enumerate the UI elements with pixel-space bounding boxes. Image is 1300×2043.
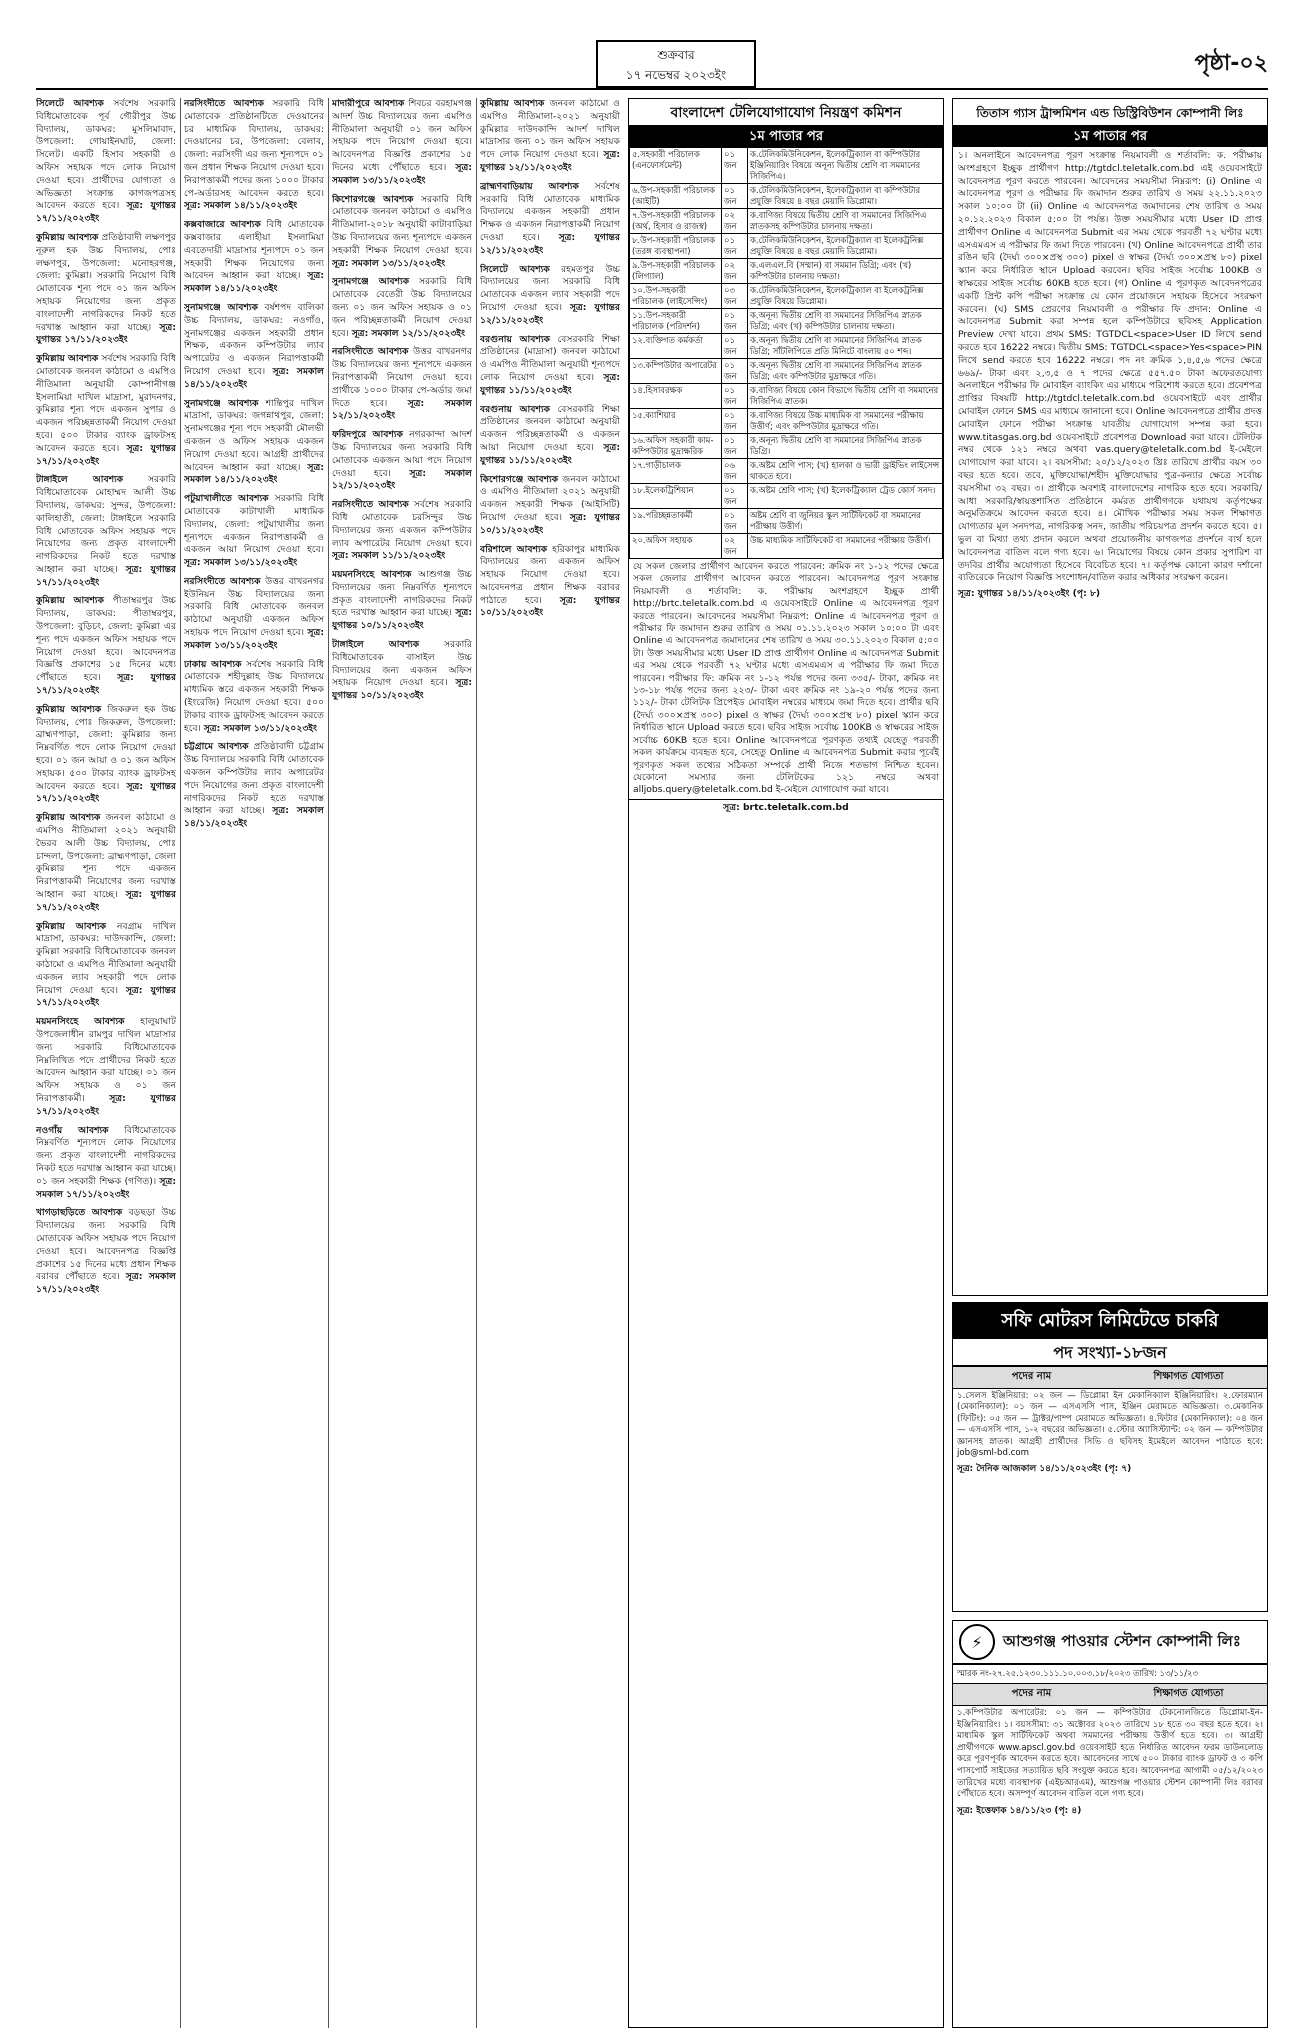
job-ad-text: জনবল কাঠামো ও এমপিও নীতিমালা ২০২১ অনুযায়ী একজন সহকারী শিক্ষক (আইসিটি) নিয়োগ দেওয়া হবে। bbox=[480, 473, 620, 523]
job-ad bbox=[184, 659, 324, 736]
table-cell: ক.অনূন্য দ্বিতীয় শ্রেণি বা সমমানের সিজিপিএ স্নাতক ডিগ্রি; এবং (খ) কম্পিউটার চালনায় দক্ষতা। bbox=[748, 309, 943, 334]
job-ad-source: সূত্র: সমকাল ১৪/১১/২০২৩ইং bbox=[184, 461, 324, 486]
job-ad bbox=[36, 595, 176, 697]
job-ad bbox=[36, 704, 176, 806]
job-ad-source: সূত্র: যুগান্তর ১০/১১/২০২৩ইং bbox=[332, 677, 472, 702]
job-ad-source: সূত্র: যুগান্তর ১১/১১/২০২৩ইং bbox=[480, 441, 620, 466]
table-cell: উচ্চ মাধ্যমিক সার্টিফিকেট বা সমমানের পরীক্ষায় উত্তীর্ণ। bbox=[748, 534, 943, 559]
table-cell: ক.বাণিজ্য বিষয়ে উচ্চ মাধ্যমিক বা সমমানের পরীক্ষায় উত্তীর্ণ; এবং কম্পিউটার মুদ্রাক্ষরে গতি। bbox=[748, 409, 943, 434]
job-ad-heading: সুনামগঞ্জে আবশ্যক bbox=[184, 301, 258, 313]
table-cell: ক.অষ্টম শ্রেণি পাস; (খ) ইলেকট্রিক্যাল ট্রেড কোর্স সনদ। bbox=[748, 484, 943, 509]
job-ad-source: সূত্র: যুগান্তর ১৭/১১/২০২৩ইং bbox=[36, 780, 176, 805]
table-cell: ক.বাণিজ্য বিষয়ে দ্বিতীয় শ্রেণি বা সমমানের সিজিপিএ স্নাতকসহ কম্পিউটার চালনায় দক্ষতা। bbox=[748, 209, 943, 234]
job-ad-heading: সিলেটে আবশ্যক bbox=[36, 98, 104, 109]
job-ad-heading: কিশোরগঞ্জে আবশ্যক bbox=[332, 193, 414, 205]
job-ad-text: পীতাম্বরপুর উচ্চ বিদ্যালয়, ডাকঘর: পীতাম্বরপুর, উপজেলা: বুড়িচং, জেলা: কুমিল্লা এর শূন্য পদে একজন অফিস সহায়ক পদে নিয়োগ দেওয়া হবে। আবেদনপত্র বিজ্ঞপ্তি প্রকাশের ১৫ দিনের মধ্যে পৌঁছাতে হবে। bbox=[36, 595, 176, 684]
table-cell: ৭.উপ-সহকারী পরিচালক (অর্থ, হিসাব ও রাজস্ব) bbox=[630, 209, 722, 234]
job-ad-source: সূত্র: সমকাল ১৩/১১/২০২৩ইং bbox=[332, 257, 446, 269]
job-ad-heading: সিলেটে আবশ্যক bbox=[480, 263, 550, 275]
table-cell: ক.টেলিকমিউনিকেশন, ইলেকট্রিক্যাল বা কম্পিউটার প্রযুক্তি বিষয়ে ৪ বছর মেয়াদি ডিপ্লোমা। bbox=[748, 184, 943, 209]
job-ad bbox=[332, 569, 472, 633]
column-3 bbox=[332, 98, 472, 2028]
job-ad-heading: টাঙ্গাইলে আবশ্যক bbox=[332, 639, 420, 651]
titas-ad bbox=[952, 98, 1268, 1296]
table-cell: ০২ জন bbox=[722, 534, 748, 559]
job-ad-heading: বরগুনায় আবশ্যক bbox=[480, 333, 551, 345]
column-1 bbox=[36, 98, 176, 2028]
job-ad-heading: কুমিল্লায় আবশ্যক bbox=[36, 231, 99, 243]
job-ad bbox=[480, 474, 620, 538]
table-cell: ১০.উপ-সহকারী পরিচালক (লাইসেন্সিং) bbox=[630, 284, 722, 309]
job-ad bbox=[184, 398, 324, 488]
job-ad-text: সর্বশেষ সরকারি বিধি মোতাবেক জনবল কাঠামো ও এমপিও নীতিমালা অনুযায়ী কোম্পানীগঞ্জ ইসলামিয়া দাখিল মাদ্রাসা, মুরাদনগর, কুমিল্লার শূন্য পদে একজন সুপার ও একজন পরিচ্ছন্নতাকর্মী নিয়োগ দেওয়া হবে। ৫০০ টাকার ব্যাংক ড্রাফটসহ আবেদন করতে হবে। bbox=[36, 353, 176, 454]
job-ad-heading: নরসিংদীতে আবশ্যক bbox=[332, 499, 409, 511]
column-divider bbox=[180, 98, 181, 2028]
job-ad-source: সূত্র: সমকাল ১৩/১১/২০২৩ইং bbox=[184, 557, 298, 569]
table-cell: ০৩ জন bbox=[722, 284, 748, 309]
safi-body: ১.সেলস ইঞ্জিনিয়ার: ০২ জন — ডিপ্লোমা ইন মেকানিক্যাল ইঞ্জিনিয়ারিং। ২.ফোরম্যান (মেকানিক্যাল): ০১ জন — এসএসসি পাস, ইঞ্জিন মেরামতে অভিজ্ঞতা। ৩.মেকানিক (ফিটিং): ০৫ জন — ট্রাক্টর/পাম্প মেরামতে অভিজ্ঞতা। ৪.ফিটার (মেকানিক্যাল): ০৪ জন — এসএসসি পাস, ১-২ বছরের অভিজ্ঞতা। ৫.স্টোর অ্যাসিস্ট্যান্ট: ০২ জন — কম্পিউটার জ্ঞানসহ স্নাতক। আগ্রহী প্রার্থীদের সিভি ও ছবিসহ ইমেইলে আবেদন পাঠাতে হবে: job@sml-bd.com bbox=[957, 1391, 1263, 1459]
job-ad-text: বিধি মোতাবেক কক্সবাজার এলাহীয়া ইসলামিয়া এবতেদায়ী মাদ্রাসার শূন্যপদে ০১ জন সহকারী শিক্ষক নিয়োগের জন্য আবেদন আহ্বান করা যাচ্ছে। bbox=[184, 219, 324, 282]
apscl-col-post: পদের নাম bbox=[1011, 1688, 1052, 1699]
table-cell: ০১ জন bbox=[722, 434, 748, 459]
table-cell: ২০.অফিস সহায়ক bbox=[630, 534, 722, 559]
page-header bbox=[36, 40, 1268, 90]
job-ad-heading: মাদারীপুরে আবশ্যক bbox=[332, 98, 405, 109]
table-row bbox=[630, 459, 943, 484]
job-ad-text: সর্বশেষ সরকারি বিধিমোতাবেক পূর্ব গৌরীপুর উচ্চ বিদ্যালয়, ডাকঘর: মুসলিমাবাদ, উপজেলা: গোয়াইনঘাট, জেলা: সিলেট। একটি হিসাব সহকারী ও অফিস সহায়ক পদে লোক নিয়োগ দেওয়া হবে। প্রার্থীদের যোগ্যতা ও অভিজ্ঞতা সংক্রান্ত কাগজপত্রসহ আবেদন করতে হবে। bbox=[36, 98, 176, 212]
job-ad-heading: টাঙ্গাইলে আবশ্যক bbox=[36, 474, 124, 486]
job-ad-text: বড়ছড়া উচ্চ বিদ্যালয়ের জন্য সরকারি বিধি মোতাবেক অফিস সহায়ক পদে নিয়োগ দেওয়া হবে। আবেদনপত্র বিজ্ঞপ্তি প্রকাশের ১৫ দিনের মধ্যে প্রধান শিক্ষক বরাবর পৌঁছাতে হবে। bbox=[36, 1207, 176, 1283]
job-ad-text: নবগ্রাম দাখিল মাদ্রাসা, ডাকঘর: দাউদকান্দি, জেলা: কুমিল্লা সরকারি বিধিমোতাবেক জনবল কাঠামো ও এমপিও নীতিমালা অনুযায়ী একজন ল্যাব সহকারী পদে লোক নিয়োগ দেওয়া হবে। bbox=[36, 920, 176, 996]
date-box bbox=[596, 40, 756, 88]
titas-body: ১। অনলাইনে আবেদনপত্র পূরণ সংক্রান্ত নিয়মাবলী ও শর্তাবলি: ক. পরীক্ষায় অংশগ্রহণে ইচ্ছুক প্রার্থীগণ http://tgtdcl.teletalk.com.bd এই ওয়েবসাইটে আবেদনপত্র পূরণ করতে পারবেন। আবেদনের সময়সীমা নিম্নরূপ: (i) Online এ আবেদনপত্র পূরণ ও পরীক্ষার ফি জমাদান শুরুর তারিখ ও সময় ২২.১১.২০২৩ সকাল ১০:০০ টা (ii) Online এ আবেদনপত্র জমাদানের শেষ তারিখ ও সময় ২০.১২.২০২৩ বিকাল ৫:০০ টা পর্যন্ত। উক্ত সময়সীমার মধ্যে User ID প্রাপ্ত প্রার্থীগণ Online এ আবেদনপত্র Submit এর সময় থেকে পরবর্তী ৭২ ঘণ্টার মধ্যে এসএমএস এ পরীক্ষার ফি জমা দিতে পারবেন। (খ) Online আবেদনপত্রে প্রার্থী তার রঙিন ছবি (দৈর্ঘ্য ৩০০×প্রস্থ ৩০০) pixel ও স্বাক্ষর (দৈর্ঘ্য ৩০০×প্রস্থ ৮০) pixel স্ক্যান করে নির্ধারিত স্থানে Upload করবেন। ছবির সাইজ সর্বোচ্চ 100KB ও স্বাক্ষরের সাইজ সর্বোচ্চ 60KB হতে হবে। (গ) Online এ পূরণকৃত আবেদনপত্রের একটি প্রিন্ট কপি পরীক্ষা সংক্রান্ত যে কোন প্রয়োজনে সহায়ক হিসেবে সংরক্ষণ করবেন। (ঘ) SMS প্রেরণের নিয়মাবলী ও পরীক্ষার ফি প্রদান: Online এ আবেদনপত্র Submit করা সম্পন্ন হলে কম্পিউটারে ছবিসহ Application Preview দেখা যাবে। প্রথম SMS: TGTDCL<space>User ID লিখে send করতে হবে 16222 নম্বরে। দ্বিতীয় SMS: TGTDCL<space>Yes<space>PIN লিখে send করতে হবে 16222 নম্বরে। পদ নং ক্রমিক ১,৪,৫,৬ পদের ক্ষেত্রে ৬৬৯/- টাকা এবং ২,৩,৫ ও ৭ পদের ক্ষেত্রে ৫৫৭.৫০ টাকা অফেরতযোগ্য অনলাইনে পরীক্ষার ফি মোবাইল ব্যাংকিং এর মাধ্যমে পরিশোধ করতে হবে। প্রবেশপত্র প্রাপ্তির বিষয়টি http://tgtdcl.teletalk.com.bd ওয়েবসাইটে এবং প্রার্থীর মোবাইল ফোনে SMS এর মাধ্যমে জানানো হবে। Online আবেদনপত্রে প্রার্থীর প্রদত্ত মোবাইল ফোনে পরীক্ষা সংক্রান্ত যাবতীয় যোগাযোগ সম্পন্ন করা হবে। www.titasgas.org.bd ওয়েবসাইটে প্রবেশপত্র Download করা যাবে। টেলিটক নম্বর থেকে ১২১ নম্বরে অথবা vas.query@teletalk.com.bd ই-মেইলে যোগাযোগ করা যাবে। ২। বয়সসীমা: ২০/১২/২০২৩ খ্রিঃ তারিখে প্রার্থীর বয়স ৩০ বছর হতে হবে। তবে, মুক্তিযোদ্ধা/শহীদ মুক্তিযোদ্ধার পুত্র-কন্যার ক্ষেত্রে সর্বোচ্চ বয়সসীমা ৩২ বছর। ৩। প্রার্থীকে অবশ্যই বাংলাদেশের নাগরিক হতে হবে। সরকারি/আধা সরকারি/স্বায়ত্তশাসিত প্রতিষ্ঠানে কর্মরত প্রার্থীগণকে যথাযথ কর্তৃপক্ষের অনুমতিক্রমে আবেদন করতে হবে। ৪। মৌখিক পরীক্ষার সময় সকল শিক্ষাগত যোগ্যতার মূল সনদপত্র, নাগরিকত্ব সনদ, জাতীয় পরিচয়পত্র প্রদর্শন করতে হবে। ৫। ভুল বা মিথ্যা তথ্য প্রদান করলে অথবা প্রয়োজনীয় কাগজপত্র প্রদর্শনে ব্যর্থ হলে আবেদনপত্র বাতিল বলে গণ্য হবে। ৬। নিয়োগের বিষয়ে কোন প্রকার সুপারিশ বা তদবির প্রার্থীর অযোগ্যতা হিসেবে বিবেচিত হবে। ৭। কর্তৃপক্ষ কোনো কারণ দর্শানো ব্যতিরেকে নিয়োগ বিজ্ঞপ্তি সংশোধন/বাতিল করার অধিকার সংরক্ষণ করেন। bbox=[958, 150, 1262, 584]
btrc-subtitle: ১ম পাতার পর bbox=[629, 127, 943, 147]
job-ad-heading: ব্রাহ্মণবাড়িয়ায় আবশ্যক bbox=[480, 180, 579, 192]
table-row bbox=[630, 334, 943, 359]
table-cell: অষ্টম শ্রেণি বা জুনিয়র স্কুল সার্টিফিকেট বা সমমানের পরীক্ষায় উত্তীর্ণ। bbox=[748, 509, 943, 534]
job-ad-source: সূত্র: সমকাল ১৩/১১/২০২৩ইং bbox=[332, 161, 472, 186]
table-cell: ১৭.গাড়ীচালক bbox=[630, 459, 722, 484]
job-ad bbox=[36, 1125, 176, 1202]
job-ad-heading: কুমিল্লায় আবশ্যক bbox=[36, 703, 102, 715]
job-ad-source: সূত্র: যুগান্তর ১৭/১১/২০২৩ইং bbox=[36, 672, 176, 697]
table-cell: ১১.উপ-সহকারী পরিচালক (পরিদর্শন) bbox=[630, 309, 722, 334]
apscl-logo-icon: ⚡ bbox=[959, 1624, 995, 1660]
job-ad-text: প্রতিষ্ঠাবাদী চট্টগ্রাম উচ্চ বিদ্যালয়ে সরকারি বিধি মোতাবেক একজন কম্পিউটার ল্যাব অপারেটর পদে নিয়োগের জন্য প্রকৃত বাংলাদেশী নাগরিকদের নিকট হতে দরখাস্ত আহ্বান করা যাচ্ছে। bbox=[184, 741, 324, 817]
job-ad bbox=[36, 474, 176, 589]
job-ad-source: সূত্র: যুগান্তর ১৭/১১/২০২৩ইং bbox=[36, 1092, 176, 1117]
job-ad-source: সূত্র: যুগান্তর ১৭/১১/২০২৩ইং bbox=[36, 984, 176, 1009]
job-ad bbox=[36, 921, 176, 1011]
job-ad bbox=[332, 346, 472, 423]
job-ad-heading: ময়মনসিংহে আবশ্যক bbox=[332, 569, 412, 581]
job-ad bbox=[184, 576, 324, 653]
safi-table-header bbox=[953, 1367, 1267, 1389]
table-cell: ক.এলএল.বি (সম্মান) বা সমমান ডিগ্রি; এবং (খ) কম্পিউটার চালনায় দক্ষতা। bbox=[748, 259, 943, 284]
job-ad-text: সরকারি বিধি মোতাবেক কাটাখালী মাধ্যমিক বিদ্যালয়, জেলা: পটুয়াখালীর জন্য শূন্যপদে একজন নিরাপত্তাকর্মী ও একজন আয়া নিয়োগ দেওয়া হবে। bbox=[184, 493, 324, 556]
job-ad-source: সূত্র: যুগান্তর ১২/১১/২০২৩ইং bbox=[480, 231, 620, 256]
job-ad bbox=[480, 544, 620, 621]
apscl-ad bbox=[952, 1620, 1268, 2028]
job-ad-source: সূত্র: সমকাল ১৪/১১/২০২৩ইং bbox=[184, 805, 324, 830]
column-divider bbox=[328, 98, 329, 2028]
table-cell: ৮.উপ-সহকারী পরিচালক (তরঙ্গ ব্যবস্থাপনা) bbox=[630, 234, 722, 259]
job-ad-source: সূত্র: যুগান্তর ১৭/১১/২০২৩ইং bbox=[36, 889, 176, 913]
table-row bbox=[630, 359, 943, 384]
job-ad-source: সূত্র: সমকাল ১২/১১/২০২৩ইং bbox=[332, 467, 472, 492]
job-ad bbox=[36, 232, 176, 347]
job-ad-heading: সুনামগঞ্জে আবশ্যক bbox=[184, 397, 259, 409]
page-number: পৃষ্ঠা-০২ bbox=[1194, 51, 1268, 76]
job-ad-text: জিকরুল হক উচ্চ বিদ্যালয়, পোঃ জিকরুল, উপজেলা: ব্রাহ্মণপাড়া, জেলা: কুমিল্লার জন্য নিম্নবর্ণিত পদে লোক নিয়োগ দেওয়া হবে। ০১ জন আয়া ও ০১ জন অফিস সহায়ক। ৫০০ টাকার ব্যাংক ড্রাফটসহ আবেদন করতে হবে। bbox=[36, 703, 176, 792]
job-ad-heading: বরিশালে আবশ্যক bbox=[480, 543, 548, 555]
job-ad bbox=[184, 98, 324, 213]
table-cell: ০১ জন bbox=[722, 359, 748, 384]
table-cell: ০১ জন bbox=[722, 384, 748, 409]
job-ad-text: হরিকাপুর মাধ্যমিক বিদ্যালয়ের জন্য একজন অফিস সহায়ক নিয়োগ দেওয়া হবে। আবেদনপত্র প্রধান শিক্ষক বরাবর পাঠাতে হবে। bbox=[480, 543, 620, 606]
table-cell: ০১ জন bbox=[722, 409, 748, 434]
column-4 bbox=[480, 98, 620, 2028]
table-cell: ক.বাণিজ্য বিষয়ে কোন বিভাগে দ্বিতীয় শ্রেণি বা সমমানের সিজিপিএ স্নাতক। bbox=[748, 384, 943, 409]
table-cell: ক.অনূন্য দ্বিতীয় শ্রেণি বা সমমানের সিজিপিএ স্নাতক ডিগ্রি; এবং কম্পিউটার মুদ্রাক্ষরে গতি। bbox=[748, 359, 943, 384]
table-cell: ০২ জন bbox=[722, 259, 748, 284]
table-cell: ক.অনূন্য দ্বিতীয় শ্রেণি বা সমমানের সিজিপিএ স্নাতক ডিগ্রি; সাঁটলিপিতে প্রতি মিনিটে বাংলায় ৫০ শব্দ। bbox=[748, 334, 943, 359]
job-ad-text: উত্তর বাখরনগর ইউনিয়ন উচ্চ বিদ্যালয়ের জন্য সরকারি বিধি মোতাবেক জনবল কাঠামো অনুযায়ী একজন অফিস সহায়ক পদে নিয়োগ দেওয়া হবে। bbox=[184, 575, 324, 639]
safi-source: সূত্র: দৈনিক আজকাল ১৪/১১/২০২৩ইং (পৃ: ৭) bbox=[957, 1464, 1132, 1475]
job-ad-source: সূত্র: সমকাল ১৭/১১/২০২৩ইং bbox=[36, 1175, 176, 1200]
table-row bbox=[630, 534, 943, 559]
job-ad-text: বেসরকারি শিক্ষা প্রতিষ্ঠানের (মাদ্রাসা) জনবল কাঠামো ও এমপিও নীতিমালা অনুযায়ী শূন্যপদে লোক নিয়োগ দেওয়া হবে। bbox=[480, 333, 620, 383]
job-ad bbox=[36, 1016, 176, 1118]
job-ad-heading: সুনামগঞ্জে আবশ্যক bbox=[332, 276, 410, 288]
table-cell: ০১ জন bbox=[722, 309, 748, 334]
table-cell: ১৩.কম্পিউটার অপারেটর bbox=[630, 359, 722, 384]
table-row bbox=[630, 259, 943, 284]
table-cell: ০১ জন bbox=[722, 484, 748, 509]
table-cell: ১৬.অফিস সহকারী কাম-কম্পিউটার মুদ্রাক্ষরিক bbox=[630, 434, 722, 459]
table-row bbox=[630, 384, 943, 409]
job-ad-source: সূত্র: সমকাল ১২/১১/২০২৩ইং bbox=[351, 327, 466, 339]
table-row bbox=[630, 509, 943, 534]
table-row bbox=[630, 409, 943, 434]
job-ad-text: সর্বশেষ সরকারি বিধি মোতাবেক শহীদুল্লাহ উচ্চ বিদ্যালয়ে মাধ্যমিক স্তরে একজন সহকারী শিক্ষক (ইংরেজি) নিয়োগ দেওয়া হবে। ৫০০ টাকার ব্যাংক ড্রাফটসহ আবেদন করতে হবে। bbox=[184, 658, 324, 734]
job-ad bbox=[332, 194, 472, 271]
job-ad-text: সরকারি বিধি মোতাবেক জনবল কাঠামো ও এমপিও নীতিমালা-২০১৮ অনুযায়ী কাটাবাড়িয়া উচ্চ বিদ্যালয়ের জন্য শূন্যপদে একজন সহকারী শিক্ষক নিয়োগ দেওয়া হবে। bbox=[332, 193, 472, 256]
table-cell: ১৫.ক্যাশিয়ার bbox=[630, 409, 722, 434]
titas-title: তিতাস গ্যাস ট্রান্সমিশন এন্ড ডিস্ট্রিবিউশন কোম্পানী লিঃ bbox=[953, 99, 1267, 127]
job-ad-source: সূত্র: যুগান্তর ১৭/১১/২০২৩ইং bbox=[36, 442, 176, 467]
job-ad-text: সরকারি বিধিমোতাবেক বাসাইল উচ্চ বিদ্যালয়ের জন্য একজন অফিস সহায়ক নিয়োগ দেওয়া হবে। bbox=[332, 639, 472, 689]
job-ad-heading: নরসিংদীতে আবশ্যক bbox=[184, 98, 265, 109]
job-ad bbox=[480, 264, 620, 328]
job-ad bbox=[480, 98, 620, 175]
btrc-posts-table bbox=[629, 147, 943, 559]
job-ad-source: সূত্র: যুগান্তর ১৭/১১/২০২৩ইং bbox=[36, 563, 176, 588]
job-ad-source: সূত্র: সমকাল ১২/১১/২০২৩ইং bbox=[332, 397, 472, 422]
job-ad bbox=[332, 499, 472, 563]
table-cell: ০১ জন bbox=[722, 509, 748, 534]
job-ad-text: নগরকান্দা আদর্শ উচ্চ বিদ্যালয়ের জন্য সরকারি বিধি মোতাবেক একজন আয়া পদে নিয়োগ দেওয়া হবে। bbox=[332, 429, 472, 479]
table-cell: ১৮.ইলেকট্রিশিয়ান bbox=[630, 484, 722, 509]
job-ad-text: আশুগঞ্জ উচ্চ বিদ্যালয়ের জন্য নিম্নবর্ণিত শূন্যপদে প্রকৃত বাংলাদেশী নাগরিকদের নিকট হতে দরখাস্ত আহ্বান করা যাচ্ছে। bbox=[332, 569, 472, 619]
job-ad-text: হালুয়াঘাট উপজেলাধীন রামপুর দাখিল মাদ্রাসার জন্য সরকারি বিধিমোতাবেক নিম্নলিখিত পদে প্রার্থীদের নিকট হতে আবেদন আহ্বান করা যাচ্ছে। ০১ জন অফিস সহায়ক ও ০১ জন নিরাপত্তাকর্মী। bbox=[36, 1016, 176, 1104]
apscl-title: আশুগঞ্জ পাওয়ার স্টেশন কোম্পানী লিঃ bbox=[1003, 1631, 1241, 1650]
btrc-source: সূত্র: brtc.teletalk.com.bd bbox=[629, 799, 943, 816]
job-ad-heading: চট্টগ্রামে আবশ্যক bbox=[184, 741, 249, 753]
table-cell: ০১ জন bbox=[722, 148, 748, 184]
date-label: ১৭ নভেম্বর ২০২৩ইং bbox=[625, 68, 727, 82]
btrc-body: যে সকল জেলার প্রার্থীগণ আবেদন করতে পারবেন: ক্রমিক নং ১-১২ পদের ক্ষেত্রে সকল জেলার প্রার্থীগণ আবেদন করতে পারবেন। আবেদনপত্র পূরণ সংক্রান্ত নিয়মাবলী ও শর্তাবলি: ক. পরীক্ষায় অংশগ্রহণে ইচ্ছুক প্রার্থী http://brtc.teletalk.com.bd এ ওয়েবসাইটে Online এ আবেদনপত্র পূরণ করতে পারবেন। আবেদনের সময়সীমা নিম্নরূপ: Online এ আবেদনপত্র পূরণ ও পরীক্ষার ফি জমাদান শুরুর তারিখ ও সময় ০১.১১.২০২৩ সকাল ১০:০০ টা এবং Online এ আবেদনপত্র জমাদানের শেষ তারিখ ও সময় ৩০.১১.২০২৩ বিকাল ৫:০০ টা। উক্ত সময়সীমার মধ্যে User ID প্রাপ্ত প্রার্থীগণ Online এ আবেদনপত্র Submit এর সময় থেকে পরবর্তী ৭২ ঘণ্টার মধ্যে এসএমএস এ পরীক্ষার ফি জমা দিতে পারবেন। পরীক্ষার ফি: ক্রমিক নং ১-১২ পর্যন্ত পদের জন্য ৩৩৫/- টাকা, ক্রমিক নং ১৩-১৮ পর্যন্ত পদের জন্য ২২৩/- টাকা এবং ক্রমিক নং ১৯-২০ পর্যন্ত পদের জন্য ১১২/- টাকা টেলিটক প্রিপেইড মোবাইল নম্বরের মাধ্যমে জমা দিতে হবে। প্রার্থীর ছবি (দৈর্ঘ্য ৩০০×প্রস্থ ৩০০) pixel ও স্বাক্ষর (দৈর্ঘ্য ৩০০×প্রস্থ ৮০) pixel স্ক্যান করে নির্ধারিত স্থানে Upload করতে হবে। ছবির সাইজ সর্বোচ্চ 100KB ও স্বাক্ষরের সাইজ সর্বোচ্চ 60KB হতে হবে। Online আবেদনপত্রে পূরণকৃত তথ্যই যেহেতু পরবর্তী সকল কার্যক্রমে ব্যবহৃত হবে, সেহেতু Online এ আবেদনপত্র Submit করার পূর্বেই পূরণকৃত সকল তথ্যের সঠিকতা সম্পর্কে প্রার্থী নিজে শতভাগ নিশ্চিত হবেন। যেকোনো সমস্যার জন্য টেলিটকের ১২১ নম্বরে অথবা alljobs.query@teletalk.com.bd ই-মেইলে যোগাযোগ করা যাবে। bbox=[633, 561, 939, 796]
table-row bbox=[630, 309, 943, 334]
job-ad-source: সূত্র: যুগান্তর ১৭/১১/২০২৩ইং bbox=[36, 200, 176, 225]
table-cell: ০২ জন bbox=[722, 209, 748, 234]
job-ad-heading: নরসিংদীতে আবশ্যক bbox=[332, 346, 409, 358]
job-ad-heading: কক্সবাজারে আবশ্যক bbox=[184, 219, 261, 231]
table-cell: ১৪.হিসাবরক্ষক bbox=[630, 384, 722, 409]
job-ad-source: সূত্র: যুগান্তর ১৭/১১/২০২৩ইং bbox=[36, 321, 176, 346]
safi-col-post: পদের নাম bbox=[1011, 1371, 1052, 1382]
safi-col-qualification: শিক্ষাগত যোগ্যতা bbox=[1153, 1371, 1224, 1382]
job-ad-source: সূত্র: সমকাল ১৪/১১/২০২৩ইং bbox=[184, 200, 298, 212]
job-ad-heading: কুমিল্লায় আবশ্যক bbox=[36, 353, 99, 365]
table-row bbox=[630, 234, 943, 259]
table-row bbox=[630, 284, 943, 309]
job-ad bbox=[36, 98, 176, 226]
safi-post-count: পদ সংখ্যা-১৮জন bbox=[953, 1339, 1267, 1367]
job-ad bbox=[184, 302, 324, 392]
job-ad-source: সূত্র: যুগান্তর ১০/১১/২০২৩ইং bbox=[480, 511, 620, 536]
job-ad-source: সূত্র: সমকাল ১১/১১/২০২৩ইং bbox=[332, 550, 446, 562]
job-ad-text: বর্ষশপদ বালিকা উচ্চ বিদ্যালয়, ডাকঘর: নওগাঁও, সুনামগঞ্জের একজন সহকারী প্রধান শিক্ষক, একজন কম্পিউটার ল্যাব অপারেটর ও একজন নিরাপত্তাকর্মী নিয়োগ দেওয়া হবে। bbox=[184, 301, 324, 377]
table-row bbox=[630, 184, 943, 209]
job-ad-text: শিবচর বরহামগঞ্জ আদর্শ উচ্চ বিদ্যালয়ের জন্য এমপিও নীতিমালা অনুযায়ী ০১ জন অফিস সহায়ক পদে নিয়োগ দেওয়া হবে। আবেদনপত্র বিজ্ঞপ্তি প্রকাশের ১৫ দিনের মধ্যে পৌঁছাতে হবে। bbox=[332, 98, 472, 173]
titas-source: সূত্র: যুগান্তর ১৪/১১/২০২৩ইং (পৃ: ৮) bbox=[958, 588, 1101, 600]
job-ad-source: সূত্র: যুগান্তর ১১/১১/২০২৩ইং bbox=[480, 371, 620, 396]
job-ad-source: সূত্র: যুগান্তর ১২/১১/২০২৩ইং bbox=[480, 301, 620, 326]
job-ad-source: সূত্র: সমকাল ১৭/১১/২০২৩ইং bbox=[36, 1271, 176, 1296]
job-ad-heading: ঢাকায় আবশ্যক bbox=[184, 658, 242, 670]
job-ad-text: সরকারি বিধি মোতাবেক বেতেরী উচ্চ বিদ্যালয়ের জন্য ০১ জন অফিস সহায়ক ও ০১ জন পরিচ্ছন্নতাকর্মী নিয়োগ দেওয়া হবে। bbox=[332, 276, 472, 339]
job-ad bbox=[332, 276, 472, 340]
job-ad-text: সরকারি বিধিমোতাবেক মোহাম্মদ আলী উচ্চ বিদ্যালয়, ডাকঘর: সুন্দর, উপজেলা: কালিহাতী, জেলা: টাঙ্গাইলে সরকারি বিধি মোতাবেক অফিস সহায়ক পদে নিয়োগের জন্য প্রকৃত বাংলাদেশী নাগরিকদের নিকট হতে দরখাস্ত আহ্বান করা যাচ্ছে। bbox=[36, 474, 176, 575]
job-ad bbox=[184, 493, 324, 570]
table-cell: ক.অনূন্য দ্বিতীয় শ্রেণি বা সমমানের সিজিপিএ স্নাতক ডিগ্রি। bbox=[748, 434, 943, 459]
table-row bbox=[630, 148, 943, 184]
table-row bbox=[630, 209, 943, 234]
job-ad-heading: পটুয়াখালীতে আবশ্যক bbox=[184, 493, 269, 505]
apscl-reference: স্মারক নং-২৭.২৫.১২৩০.১১১.১০.০০৩.১৮/২০২৩ তারিখ: ১৩/১১/২৩ bbox=[953, 1665, 1267, 1684]
table-cell: ০৬ জন bbox=[722, 459, 748, 484]
job-ad bbox=[480, 181, 620, 258]
job-ad-heading: কুমিল্লায় আবশ্যক bbox=[480, 98, 545, 109]
job-ad-heading: নওগাঁয় আবশ্যক bbox=[36, 1124, 109, 1136]
job-ad-text: জনবল কাঠামো ও এমপিও নীতিমালা ২০২১ অনুযায়ী ভৈরব আলী উচ্চ বিদ্যালয়, পোঃ চান্দলা, উপজেলা: ব্রাহ্মণপাড়া, জেলা কুমিল্লার শূন্য পদে একজন নিরাপত্তাকর্মী নিয়োগের জন্য দরখাস্ত আহ্বান করা যাচ্ছে। bbox=[36, 812, 176, 901]
job-ad-text: সরকারি বিধি মোতাবেক প্রতিষ্ঠানটিতে দেওয়ানের চর মাধ্যমিক বিদ্যালয়, ডাকঘর: দেওয়ানের চর, উপজেলা: বেলাব, জেলা: নরসিংদী এর জন্য শূন্যপদে ০১ জন প্রধান শিক্ষক নিয়োগ দেওয়া হবে। নিরাপত্তাকর্মী পদের জন্য ১০০০ টাকার পে-অর্ডারসহ আবেদন করতে হবে। bbox=[184, 98, 324, 199]
job-ad-heading: খাগড়াছড়িতে আবশ্যক bbox=[36, 1207, 123, 1219]
job-ad-heading: কুমিল্লায় আবশ্যক bbox=[36, 920, 107, 932]
newspaper-page bbox=[36, 40, 1268, 2030]
job-ad-heading: ফরিদপুরে আবশ্যক bbox=[332, 429, 404, 441]
apscl-header bbox=[953, 1621, 1267, 1665]
apscl-source: সূত্র: ইত্তেফাক ১৪/১১/২৩ (পৃ: ৪) bbox=[957, 1805, 1082, 1816]
btrc-title: বাংলাদেশ টেলিযোগাযোগ নিয়ন্ত্রণ কমিশন bbox=[629, 99, 943, 127]
job-ad-heading: কুমিল্লায় আবশ্যক bbox=[36, 595, 105, 607]
day-label: শুক্রবার bbox=[657, 48, 695, 62]
table-cell: ৯.উপ-সহকারী পরিচালক (লিগ্যাল) bbox=[630, 259, 722, 284]
job-ad-heading: কুমিল্লায় আবশ্যক bbox=[36, 812, 101, 824]
table-cell: ০১ জন bbox=[722, 184, 748, 209]
table-cell: ১৯.পরিচ্ছন্নতাকর্মী bbox=[630, 509, 722, 534]
job-ad-text: বেসরকারি শিক্ষা প্রতিষ্ঠানের জনবল কাঠামো অনুযায়ী একজন পরিচ্ছন্নতাকর্মী ও একজন আয়া নিয়োগ দেওয়া হবে। bbox=[480, 403, 620, 453]
job-ad bbox=[36, 1207, 176, 1297]
btrc-ad bbox=[628, 98, 944, 2028]
job-ad bbox=[184, 219, 324, 296]
safi-title: সফি মোটরস লিমিটেডে চাকরি bbox=[953, 1303, 1267, 1339]
table-cell: ক.টেলিকমিউনিকেশন, ইলেকট্রিক্যাল বা ইলেকট্রনিক্স প্রযুক্তি বিষয়ে ৪ বছর মেয়াদি ডিপ্লোমা। bbox=[748, 234, 943, 259]
job-ad-source: সূত্র: যুগান্তর ১২/১১/২০২৩ইং bbox=[480, 149, 620, 173]
job-ad-text: রহমতপুর উচ্চ বিদ্যালয়ের জন্য সরকারি বিধি মোতাবেক একজন ল্যাব সহকারী পদে নিয়োগ দেওয়া হবে। bbox=[480, 263, 620, 313]
job-ad bbox=[480, 334, 620, 398]
job-ad-heading: ময়মনসিংহে আবশ্যক bbox=[36, 1016, 125, 1028]
job-ad bbox=[332, 98, 472, 188]
table-cell: ক.অষ্টম শ্রেণি পাস; (খ) হালকা ও ভারী ড্রাইভিং লাইসেন্স থাকতে হবে। bbox=[748, 459, 943, 484]
table-row bbox=[630, 484, 943, 509]
job-ad-text: সর্বশেষ সরকারি বিধি মোতাবেক চরসিন্দুর উচ্চ বিদ্যালয়ের জন্য একজন কম্পিউটার ল্যাব অপারেটর নিয়োগ দেওয়া হবে। bbox=[332, 499, 472, 549]
job-ad bbox=[184, 741, 324, 831]
job-ad-text: উত্তর বাখরনগর উচ্চ বিদ্যালয়ের জন্য শূন্যপদে একজন নিরাপত্তাকর্মী নিয়োগ দেওয়া হবে। প্রার্থীকে ১০০০ টাকার পে-অর্ডার জমা দিতে হবে। bbox=[332, 346, 472, 409]
job-ad bbox=[36, 812, 176, 914]
safi-motors-ad bbox=[952, 1302, 1268, 1612]
job-ad-text: শান্তিপুর দাখিল মাদ্রাসা, ডাকঘর: জগন্নাথপুর, জেলা: সুনামগঞ্জের শূন্য পদে সহকারী মৌলভী একজন ও অফিস সহায়ক একজন নিয়োগ দেওয়া হবে। আগ্রহী প্রার্থীদের আবেদন আহ্বান করা যাচ্ছে। bbox=[184, 397, 324, 473]
apscl-col-qualification: শিক্ষাগত যোগ্যতা bbox=[1153, 1688, 1224, 1699]
table-row bbox=[630, 434, 943, 459]
job-ad-heading: নরসিংদীতে আবশ্যক bbox=[184, 575, 261, 587]
job-ad-text: বিধিমোতাবেক নিম্নবর্ণিত শূন্যপদে লোক নিয়োগের জন্য প্রকৃত বাংলাদেশী নাগরিকদের নিকট হতে দরখাস্ত আহ্বান করা যাচ্ছে। ০১ জন সহকারী শিক্ষক (গণিত)। bbox=[36, 1124, 176, 1187]
job-ad-text: জনবল কাঠামো ও এমপিও নীতিমালা-২০২১ অনুযায়ী কুমিল্লার দাউদকান্দি আদর্শ দাখিল মাদ্রাসার জন্য ০১ জন অফিস সহায়ক পদে লোক নিয়োগ দেওয়া হবে। bbox=[480, 98, 620, 161]
column-2 bbox=[184, 98, 324, 2028]
table-cell: ০১ জন bbox=[722, 234, 748, 259]
job-ad-source: সূত্র: যুগান্তর ১০/১১/২০২৩ইং bbox=[480, 594, 620, 619]
apscl-body: ১.কম্পিউটার অপারেটর: ০১ জন — কম্পিউটার টেকনোলজিতে ডিপ্লোমা-ইন-ইঞ্জিনিয়ারিং। ১। বয়সসীমা: ৩১ অক্টোবর ২০২৩ তারিখে ১৮ হতে ৩০ বছর হতে হবে। ২। মাধ্যমিক স্কুল সার্টিফিকেট অথবা সমমানের পরীক্ষায় উত্তীর্ণ হতে হবে। ৩। আগ্রহী প্রার্থীগণকে www.apscl.gov.bd ওয়েবসাইট হতে নির্ধারিত আবেদন ফরম ডাউনলোড করে পূরণপূর্বক আবেদন করতে হবে। আবেদনের সাথে ৫০০ টাকার ব্যাংক ড্রাফট ও ৩ কপি পাসপোর্ট সাইজের সত্যায়িত ছবি সংযুক্ত করতে হবে। আবেদনপত্র আগামী ০৫/১২/২০২৩ তারিখের মধ্যে ব্যবস্থাপক (এইচআরএম), আশুগঞ্জ পাওয়ার স্টেশন কোম্পানী লিঃ বরাবর পৌঁছাতে হবে। অসম্পূর্ণ আবেদন বাতিল বলে গণ্য হবে। bbox=[957, 1708, 1263, 1800]
job-ad bbox=[36, 353, 176, 468]
job-ad bbox=[332, 429, 472, 493]
titas-subtitle: ১ম পাতার পর bbox=[953, 127, 1267, 147]
job-ad-heading: বরগুনায় আবশ্যক bbox=[480, 403, 551, 415]
job-ad-text: প্রতিষ্ঠাবাদী লক্ষণপুর নূরুল হক উচ্চ বিদ্যালয়, পোঃ লক্ষণপুর, উপজেলা: মনোহরগঞ্জ, জেলা: কুমিল্লা। সরকারি নিয়োগ বিধি মোতাবেক শূন্য পদে ০১ জন অফিস সহায়ক নিয়োগের জন্য প্রকৃত বাংলাদেশী নাগরিকদের নিকট হতে দরখাস্ত আহ্বান করা যাচ্ছে। bbox=[36, 231, 176, 333]
job-ad bbox=[332, 639, 472, 703]
job-ad-heading: কিশোরগঞ্জে আবশ্যক bbox=[480, 473, 559, 485]
apscl-table-header bbox=[953, 1684, 1267, 1706]
table-cell: ০১ জন bbox=[722, 334, 748, 359]
job-ad-source: সূত্র: সমকাল ১৩/১১/২০২৩ইং bbox=[203, 722, 318, 734]
table-cell: ক.টেলিকমিউনিকেশন, ইলেকট্রিক্যাল বা ইলেকট্রনিক্স প্রযুক্তি বিষয়ে ডিপ্লোমা। bbox=[748, 284, 943, 309]
job-ad-source: সূত্র: সমকাল ১৪/১১/২০২৩ইং bbox=[184, 270, 324, 295]
job-ad-source: সূত্র: সমকাল ১৩/১১/২০২৩ইং bbox=[184, 627, 324, 651]
table-cell: ৫.সহকারী পরিচালক (এনফোর্সমেন্ট) bbox=[630, 148, 722, 184]
table-cell: ১২.ব্যক্তিগত কর্মকর্তা bbox=[630, 334, 722, 359]
job-ad-text: সর্বশেষ সরকারি বিধি মোতাবেক মাধ্যমিক বিদ্যালয়ে একজন সহকারী প্রধান শিক্ষক ও একজন নিরাপত্তাকর্মী নিয়োগ দেওয়া হবে। bbox=[480, 180, 620, 243]
column-divider bbox=[476, 98, 477, 2028]
job-ad-source: সূত্র: সমকাল ১৪/১১/২০২৩ইং bbox=[184, 365, 324, 390]
job-ad bbox=[480, 404, 620, 468]
table-cell: ৬.উপ-সহকারী পরিচালক (আইটি) bbox=[630, 184, 722, 209]
table-cell: ক.টেলিকমিউনিকেশন, ইলেকট্রিক্যাল বা কম্পিউটার ইঞ্জিনিয়ারিং বিষয়ে অনূন্য দ্বিতীয় শ্রেণি বা সমমানের সিজিপিএ। bbox=[748, 148, 943, 184]
job-ad-source: সূত্র: যুগান্তর ১০/১১/২০২৩ইং bbox=[332, 607, 472, 632]
